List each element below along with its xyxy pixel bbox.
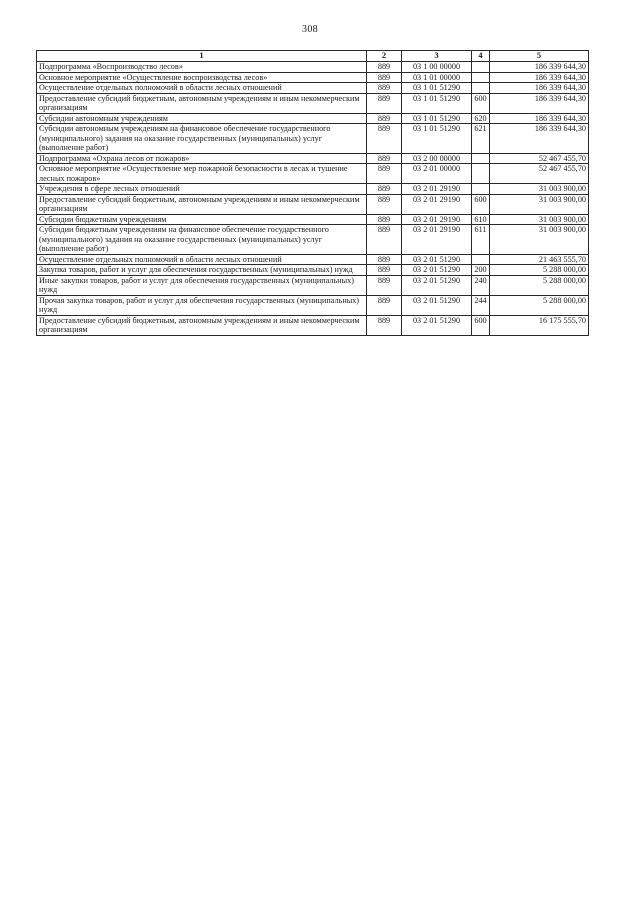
row-code: 03 1 01 00000 [402,72,472,83]
row-amount: 31 003 900,00 [490,184,589,195]
row-vedomstvo: 889 [367,113,402,124]
row-vid [472,72,490,83]
row-amount: 186 339 644,30 [490,124,589,154]
row-vedomstvo: 889 [367,295,402,315]
row-name: Осуществление отдельных полномочий в области лесных отношений [37,83,367,94]
row-code: 03 1 01 51290 [402,93,472,113]
table-row [37,93,589,113]
row-vid: 240 [472,275,490,295]
column-header-name: 1 [37,51,367,62]
row-vedomstvo: 889 [367,265,402,276]
row-amount: 186 339 644,30 [490,113,589,124]
row-code: 03 2 01 29190 [402,225,472,255]
table-row [37,295,589,315]
table-row [37,194,589,214]
row-name: Осуществление отдельных полномочий в области лесных отношений [37,254,367,265]
table-row [37,225,589,255]
row-vid: 621 [472,124,490,154]
row-amount: 31 003 900,00 [490,194,589,214]
table-row [37,214,589,225]
row-code: 03 2 01 00000 [402,164,472,184]
row-code: 03 2 01 29190 [402,194,472,214]
row-vid [472,184,490,195]
table-row [37,164,589,184]
row-amount: 52 467 455,70 [490,153,589,164]
table-row [37,72,589,83]
table-row [37,254,589,265]
row-name: Подпрограмма «Охрана лесов от пожаров» [37,153,367,164]
row-vedomstvo: 889 [367,214,402,225]
row-code: 03 2 00 00000 [402,153,472,164]
row-name: Субсидии автономным учреждениям [37,113,367,124]
table-row [37,265,589,276]
row-vedomstvo: 889 [367,62,402,73]
row-vid [472,62,490,73]
row-code: 03 2 01 51290 [402,254,472,265]
row-vedomstvo: 889 [367,153,402,164]
row-code: 03 1 01 51290 [402,124,472,154]
row-code: 03 2 01 29190 [402,214,472,225]
row-vid: 611 [472,225,490,255]
row-vid: 620 [472,113,490,124]
row-name: Основное мероприятие «Осуществление воспроизводства лесов» [37,72,367,83]
row-name: Учреждения в сфере лесных отношений [37,184,367,195]
row-name: Субсидии бюджетным учреждениям на финансовое обеспечение государственного (муниципального) задания на оказание государственных (муниципальных) услуг (выполнение работ) [37,225,367,255]
row-vedomstvo: 889 [367,225,402,255]
column-header-vedomstvo: 2 [367,51,402,62]
row-vedomstvo: 889 [367,194,402,214]
column-header-code: 3 [402,51,472,62]
row-amount: 31 003 900,00 [490,214,589,225]
row-name: Основное мероприятие «Осуществление мер пожарной безопасности в лесах и тушение лесных пожаров» [37,164,367,184]
row-code: 03 2 01 29190 [402,184,472,195]
budget-table [36,50,589,336]
row-vedomstvo: 889 [367,275,402,295]
row-vedomstvo: 889 [367,164,402,184]
row-name: Субсидии автономным учреждениям на финансовое обеспечение государственного (муниципального) задания на оказание государственных (муниципальных) услуг (выполнение работ) [37,124,367,154]
row-code: 03 1 01 51290 [402,83,472,94]
row-amount: 5 288 000,00 [490,295,589,315]
row-code: 03 1 01 51290 [402,113,472,124]
page-number: 308 [302,24,318,35]
table-row [37,83,589,94]
row-vid: 600 [472,93,490,113]
row-name: Субсидии бюджетным учреждениям [37,214,367,225]
column-header-amount: 5 [490,51,589,62]
row-vid: 200 [472,265,490,276]
row-vid [472,254,490,265]
row-vid [472,83,490,94]
row-code: 03 1 00 00000 [402,62,472,73]
row-amount: 186 339 644,30 [490,83,589,94]
row-vid: 610 [472,214,490,225]
row-name: Подпрограмма «Воспроизводство лесов» [37,62,367,73]
row-name: Закупка товаров, работ и услуг для обеспечения государственных (муниципальных) нужд [37,265,367,276]
row-vedomstvo: 889 [367,93,402,113]
row-vedomstvo: 889 [367,315,402,335]
row-vedomstvo: 889 [367,184,402,195]
row-amount: 52 467 455,70 [490,164,589,184]
row-amount: 21 463 555,70 [490,254,589,265]
row-amount: 31 003 900,00 [490,225,589,255]
table-row [37,315,589,335]
row-name: Иные закупки товаров, работ и услуг для обеспечения государственных (муниципальных) нужд [37,275,367,295]
row-amount: 186 339 644,30 [490,72,589,83]
column-header-vid: 4 [472,51,490,62]
row-vid: 600 [472,315,490,335]
row-amount: 5 288 000,00 [490,265,589,276]
table-row [37,184,589,195]
row-amount: 16 175 555,70 [490,315,589,335]
row-code: 03 2 01 51290 [402,265,472,276]
row-code: 03 2 01 51290 [402,315,472,335]
row-vedomstvo: 889 [367,83,402,94]
row-code: 03 2 01 51290 [402,295,472,315]
row-vid [472,153,490,164]
row-amount: 5 288 000,00 [490,275,589,295]
table-row [37,113,589,124]
row-name: Прочая закупка товаров, работ и услуг для обеспечения государственных (муниципальных) нужд [37,295,367,315]
row-name: Предоставление субсидий бюджетным, автономным учреждениям и иным некоммерческим организациям [37,315,367,335]
row-vedomstvo: 889 [367,254,402,265]
row-vedomstvo: 889 [367,72,402,83]
table-row [37,124,589,154]
row-amount: 186 339 644,30 [490,93,589,113]
table-row [37,153,589,164]
row-vid: 600 [472,194,490,214]
table-row [37,275,589,295]
table-row [37,62,589,73]
header-row [37,51,589,62]
row-amount: 186 339 644,30 [490,62,589,73]
row-vid: 244 [472,295,490,315]
row-vedomstvo: 889 [367,124,402,154]
row-vid [472,164,490,184]
row-name: Предоставление субсидий бюджетным, автономным учреждениям и иным некоммерческим организациям [37,194,367,214]
row-code: 03 2 01 51290 [402,275,472,295]
row-name: Предоставление субсидий бюджетным, автономным учреждениям и иным некоммерческим организациям [37,93,367,113]
